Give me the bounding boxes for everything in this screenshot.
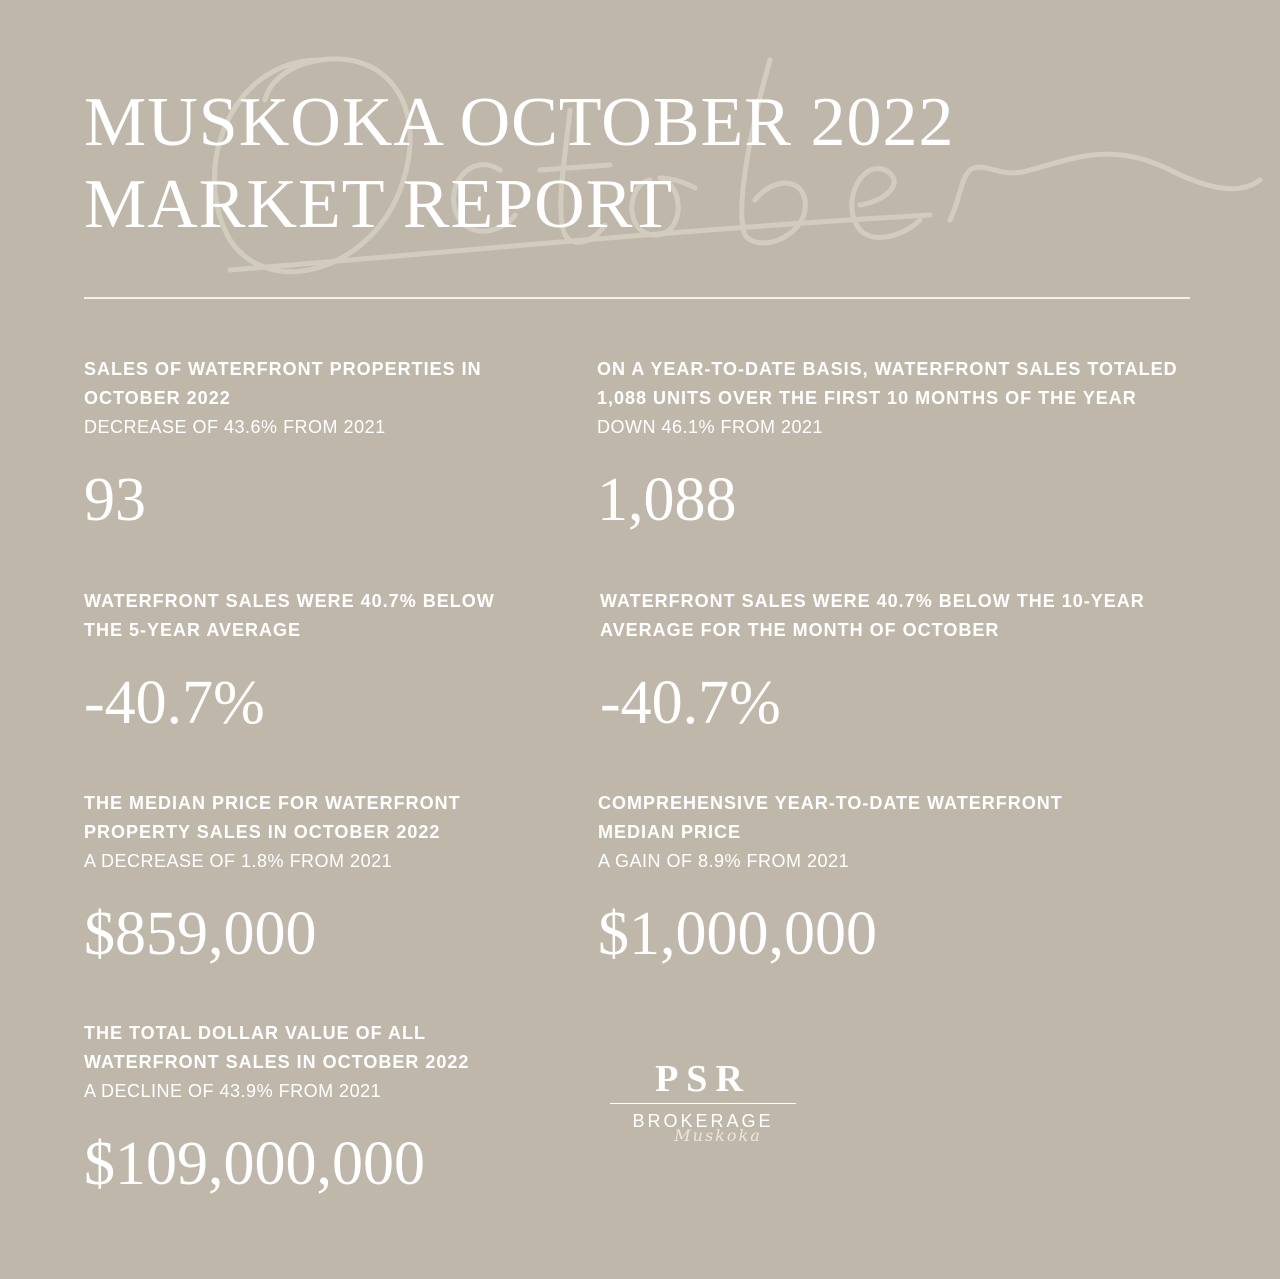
psr-brokerage-logo: [610, 1058, 796, 1145]
title-line-1: MUSKOKA OCTOBER 2022: [84, 84, 955, 161]
stat-value: 1,088: [597, 466, 737, 534]
stat-heading-line-2: AVERAGE FOR THE MONTH OF OCTOBER: [600, 620, 1000, 640]
stat-heading-line-2: 1,088 UNITS OVER THE FIRST 10 MONTHS OF THE YEAR: [597, 388, 1137, 408]
stat-heading-line-1: COMPREHENSIVE YEAR-TO-DATE WATERFRONT: [598, 793, 1063, 813]
stat-below-10-year-average: [600, 587, 1240, 739]
stat-waterfront-sales-october: [84, 355, 604, 536]
stat-subtext: A GAIN OF 8.9% FROM 2021: [598, 851, 850, 871]
stat-heading: [597, 355, 1237, 413]
stat-heading-line-1: WATERFRONT SALES WERE 40.7% BELOW THE 10-YEAR: [600, 591, 1145, 611]
divider: [84, 297, 1190, 299]
stat-heading-line-2: PROPERTY SALES IN OCTOBER 2022: [84, 822, 441, 842]
stat-heading: [598, 789, 1118, 847]
stat-heading-line-2: WATERFRONT SALES IN OCTOBER 2022: [84, 1052, 470, 1072]
logo-divider: [610, 1103, 796, 1104]
stat-ytd-waterfront-sales: [597, 355, 1237, 536]
stat-heading: [600, 587, 1240, 645]
stat-heading: [84, 587, 604, 645]
stat-heading-line-1: SALES OF WATERFRONT PROPERTIES IN: [84, 359, 482, 379]
page-title: [84, 82, 955, 246]
stat-value: -40.7%: [84, 669, 265, 737]
stat-heading-line-1: THE TOTAL DOLLAR VALUE OF ALL: [84, 1023, 426, 1043]
logo-brokerage: BROKERAGE: [632, 1111, 774, 1131]
stat-value: -40.7%: [600, 669, 781, 737]
stat-heading: [84, 1019, 604, 1077]
stat-total-dollar-value: [84, 1019, 604, 1200]
title-line-2: MARKET REPORT: [84, 166, 673, 243]
stat-median-price-october: [84, 789, 604, 970]
logo-brand: PSR: [655, 1058, 751, 1100]
stat-subtext: DOWN 46.1% FROM 2021: [597, 417, 824, 437]
stat-heading-line-1: THE MEDIAN PRICE FOR WATERFRONT: [84, 793, 461, 813]
stat-subtext: A DECREASE OF 1.8% FROM 2021: [84, 851, 393, 871]
stat-value: $1,000,000: [598, 900, 877, 968]
stat-ytd-median-price: [598, 789, 1118, 970]
stat-below-5-year-average: [84, 587, 604, 739]
stat-heading: [84, 355, 604, 413]
stat-heading-line-2: THE 5-YEAR AVERAGE: [84, 620, 302, 640]
stat-value: $859,000: [84, 900, 317, 968]
stat-value: 93: [84, 466, 146, 534]
logo-script-muskoka: Muskoka: [674, 1126, 762, 1145]
stat-value: $109,000,000: [84, 1130, 425, 1198]
stat-heading-line-2: MEDIAN PRICE: [598, 822, 742, 842]
stat-heading-line-2: OCTOBER 2022: [84, 388, 231, 408]
stat-subtext: DECREASE OF 43.6% FROM 2021: [84, 417, 386, 437]
stat-heading-line-1: WATERFRONT SALES WERE 40.7% BELOW: [84, 591, 495, 611]
stat-heading: [84, 789, 604, 847]
stat-heading-line-1: ON A YEAR-TO-DATE BASIS, WATERFRONT SALES TOTALED: [597, 359, 1178, 379]
stat-subtext: A DECLINE OF 43.9% FROM 2021: [84, 1081, 382, 1101]
